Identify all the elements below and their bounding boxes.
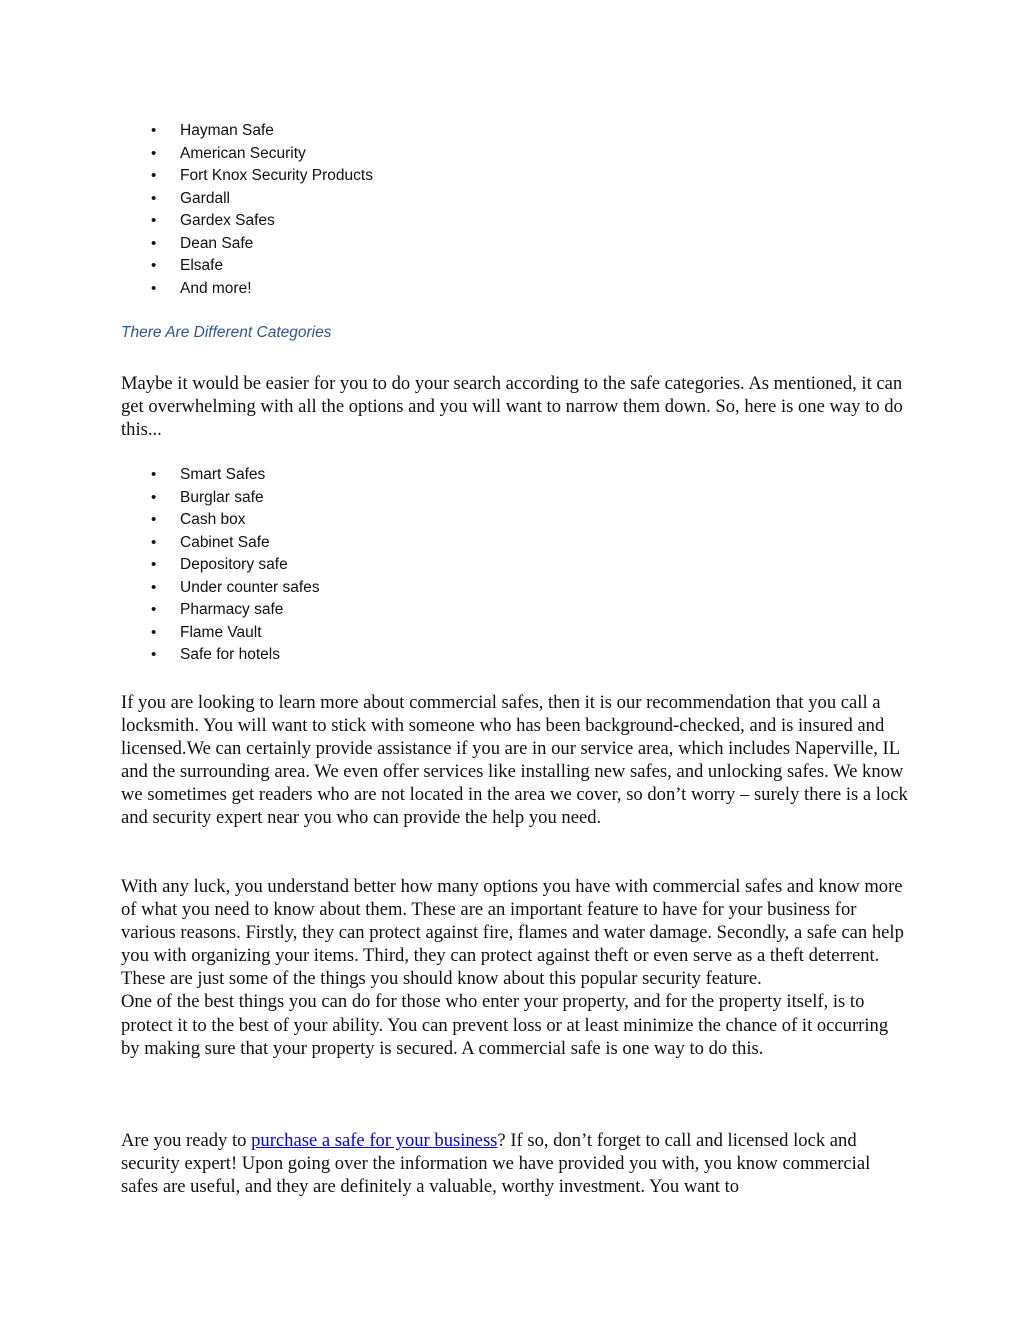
protection-paragraph: One of the best things you can do for those who enter your property, and for the property itself, is to protect it to the best of your ability. You can prevent loss or at least minimize the chance of it occurring by making sure that your property is secured. A commercial safe is one way to do this. (121, 991, 889, 1059)
summary-paragraph: With any luck, you understand better how many options you have with commercial safes and know more of what you need to know about them. These are an important feature to have for your business for various reasons. Firstly, they can protect against fire, flames and water damage. Secondly, a safe can help you with organizing your items. Third, they can protect against theft or even serve as a theft deterrent. These are just some of the things you should know about this popular security feature. (121, 876, 904, 990)
safe-brands-list (121, 120, 373, 300)
list-item: • Cash box (121, 509, 320, 532)
list-item: • And more! (121, 278, 373, 301)
list-item: • Hayman Safe (121, 120, 373, 143)
list-item: • Gardall (121, 188, 373, 211)
closing-paragraph (121, 1129, 911, 1198)
list-item: • Pharmacy safe (121, 599, 320, 622)
purchase-safe-link[interactable]: purchase a safe for your business (251, 1130, 498, 1151)
closing-text-after-link: ? If so, don’t forget to call and licensed lock and security expert! Upon going over the information we have provided you with, you know commercial safes are useful, and they are definitely a valuable, worthy investment. You want to (121, 1130, 871, 1198)
summary-block (121, 875, 911, 1060)
list-item: • American Security (121, 143, 373, 166)
locksmith-paragraph: If you are looking to learn more about commercial safes, then it is our recommendation that you call a locksmith. You will want to stick with someone who has been background-checked, and is insured and licensed.We can certainly provide assistance if you are in our service area, which includes Naperville, IL and the surrounding area. We even offer services like installing new safes, and unlocking safes. We know we sometimes get readers who are not located in the area we cover, so don’t worry – surely there is a lock and security expert near you who can provide the help you need. (121, 692, 908, 829)
list-item: • Smart Safes (121, 464, 320, 487)
closing-text-before-link: Are you ready to (121, 1130, 252, 1151)
safe-categories-list (121, 464, 320, 667)
list-item: • Depository safe (121, 554, 320, 577)
list-item: • Fort Knox Security Products (121, 165, 373, 188)
intro-paragraph: Maybe it would be easier for you to do your search according to the safe categories. As mentioned, it can get overwhelming with all the options and you will want to narrow them down. So, here is one way to do this... (121, 373, 903, 441)
list-item: • Elsafe (121, 255, 373, 278)
list-item: • Flame Vault (121, 622, 320, 645)
list-item: • Under counter safes (121, 577, 320, 600)
list-item: • Safe for hotels (121, 644, 320, 667)
section-heading: There Are Different Categories (121, 324, 332, 341)
list-item: • Dean Safe (121, 233, 373, 256)
list-item: • Cabinet Safe (121, 532, 320, 555)
list-item: • Gardex Safes (121, 210, 373, 233)
list-item: • Burglar safe (121, 487, 320, 510)
